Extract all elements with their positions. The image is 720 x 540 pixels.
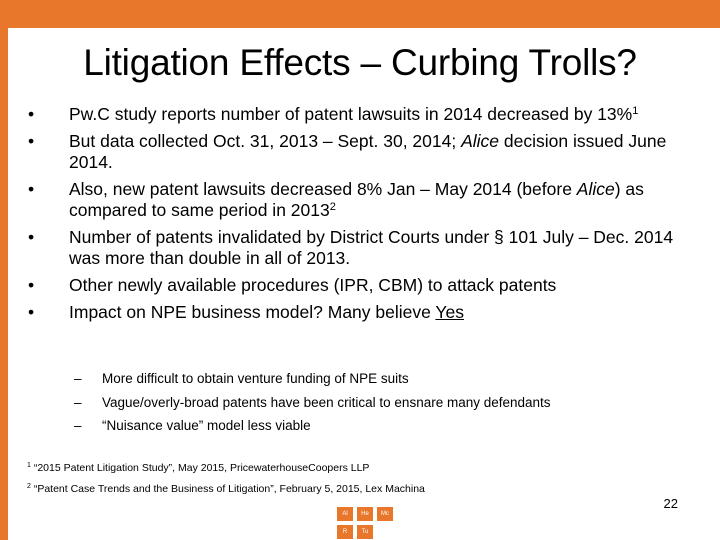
left-accent-strip <box>0 28 8 540</box>
sub-bullet-text: Vague/overly-broad patents have been critical to ensnare many defendants <box>102 394 551 410</box>
bullet-text: Also, new patent lawsuits decreased 8% Jan – May 2014 (before <box>69 179 577 199</box>
footnotes <box>27 462 627 504</box>
sub-bullet-text: “Nuisance value” model less viable <box>102 418 311 433</box>
footnote-number: 2 <box>27 483 31 490</box>
footnote <box>27 483 627 496</box>
bullet-item <box>28 302 678 323</box>
footnote-number: 1 <box>27 462 31 469</box>
logo-cell: Tu <box>357 525 373 539</box>
bullet-text: Impact on NPE business model? Many believe <box>69 302 436 322</box>
sub-bullet-text: More difficult to obtain venture funding of NPE suits <box>102 371 409 386</box>
sub-bullet-item <box>74 371 694 387</box>
logo-cell: R <box>337 525 353 539</box>
bullet-text: Number of patents invalidated by District Courts under § 101 July – Dec. 2014 was more than double in all of 2013. <box>69 227 674 268</box>
bullet-marker: • <box>28 104 35 124</box>
sub-bullet-item <box>74 418 694 434</box>
bullet-marker: • <box>28 275 35 295</box>
case-name-italic: Alice <box>461 131 500 151</box>
sub-bullet-marker: – <box>74 394 82 410</box>
logo-cell: He <box>357 507 373 521</box>
bullet-item <box>28 179 678 221</box>
bullet-text: ) as compared to same period in 2013 <box>69 179 644 220</box>
footnote-text: “2015 Patent Litigation Study”, May 2015, PricewaterhouseCoopers LLP <box>30 462 370 474</box>
bullet-item <box>28 104 678 125</box>
footnote-ref: 2 <box>329 201 336 213</box>
sub-bullet-item <box>74 395 694 411</box>
footnote-ref: 1 <box>632 105 639 117</box>
sub-bullet-list <box>74 371 694 442</box>
sub-bullet-marker: – <box>74 418 82 433</box>
bullet-list <box>28 104 678 329</box>
bullet-marker: • <box>28 179 35 199</box>
logo-cell: Mc <box>377 507 393 521</box>
yes-underlined: Yes <box>435 302 464 322</box>
slide-title: Litigation Effects – Curbing Trolls? <box>83 42 637 83</box>
firm-logo <box>337 505 397 540</box>
footnote <box>27 462 627 475</box>
bullet-marker: • <box>28 302 35 322</box>
footnote-text: “Patent Case Trends and the Business of Litigation”, February 5, 2015, Lex Machina <box>30 483 425 495</box>
bullet-text: Other newly available procedures (IPR, CBM) to attack patents <box>69 275 557 295</box>
bullet-item <box>28 227 678 269</box>
bullet-text: But data collected Oct. 31, 2013 – Sept. 30, 2014; <box>69 131 462 151</box>
bullet-text: decision issued June 2014. <box>69 131 667 172</box>
bullet-marker: • <box>28 227 35 247</box>
sub-bullet-marker: – <box>74 371 82 386</box>
top-accent-bar <box>0 0 720 28</box>
bullet-item <box>28 131 678 173</box>
bullet-item <box>28 275 678 296</box>
logo-cell: Al <box>337 507 353 521</box>
case-name-italic: Alice <box>576 179 615 199</box>
bullet-text: Pw.C study reports number of patent lawsuits in 2014 decreased by 13% <box>69 104 633 124</box>
bullet-marker: • <box>28 131 35 151</box>
page-number: 22 <box>663 496 678 511</box>
